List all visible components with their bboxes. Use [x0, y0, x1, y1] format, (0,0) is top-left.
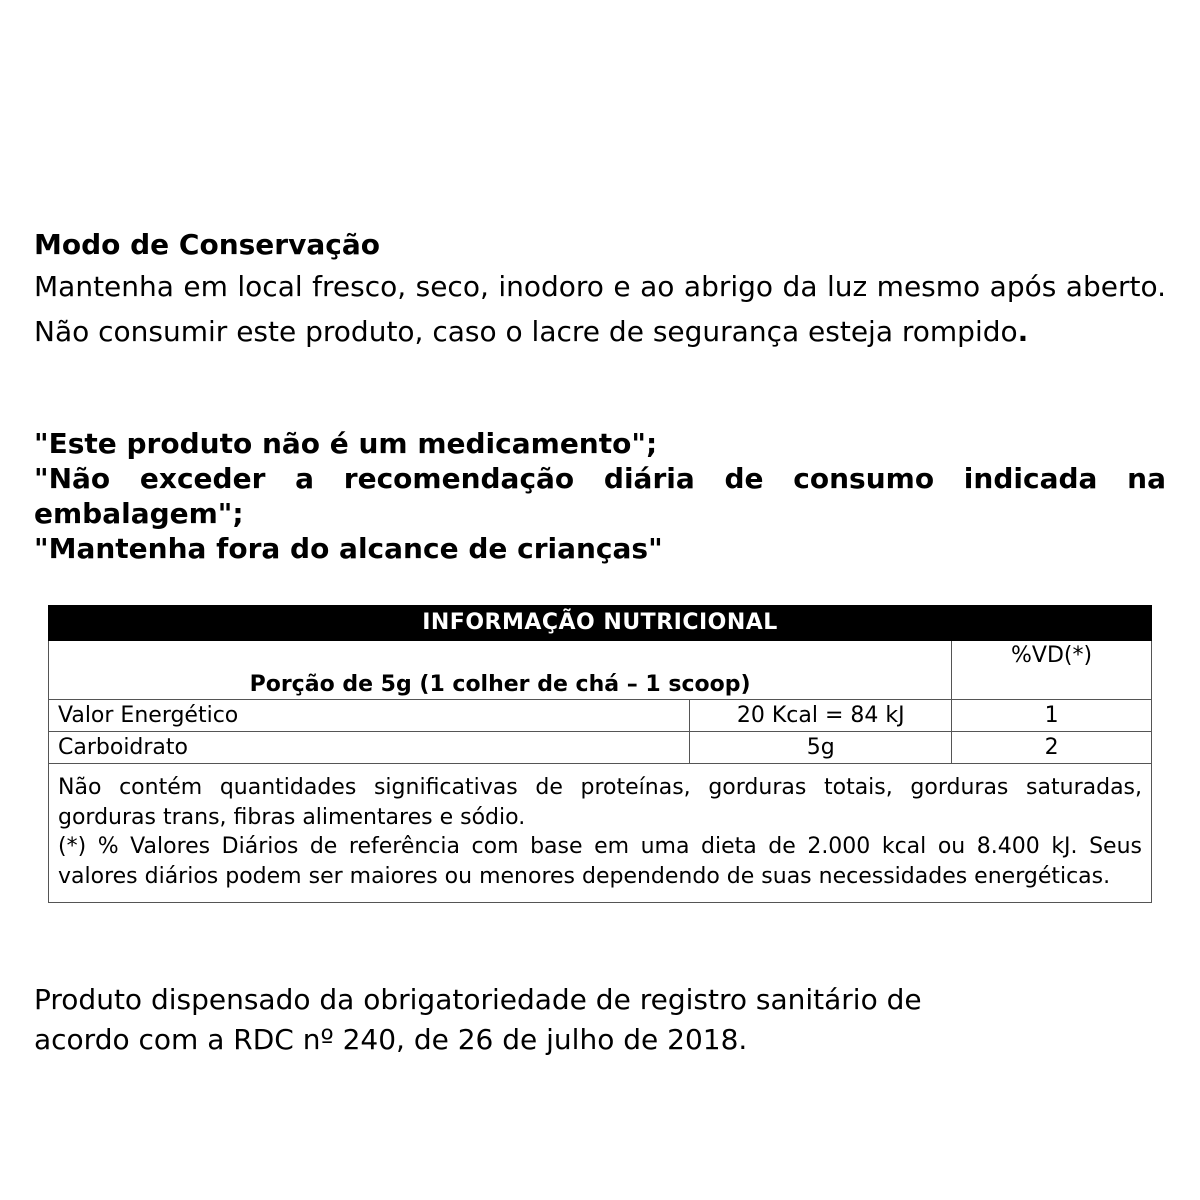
warning-not-medicine: "Este produto não é um medicamento";	[34, 427, 658, 460]
nutrient-quantity: 5g	[690, 732, 952, 764]
note-nutrients: Não contém quantidades significativas de proteínas, gorduras totais, gorduras saturadas, gorduras trans, fibras alimentares e sódio.	[58, 775, 1142, 830]
nutrition-notes	[49, 764, 1152, 903]
warning-dosage: "Não exceder a recomendação diária de consumo indicada na embalagem";	[34, 462, 1166, 530]
note-vd: (*) % Valores Diários de referência com base em uma dieta de 2.000 kcal ou 8.400 kJ. Seus valores diários podem ser maiores ou menores dependendo de suas necessidades energéticas.	[58, 834, 1142, 889]
vd-header-cell	[952, 641, 1152, 700]
vd-header-label: %VD(*)	[1011, 643, 1093, 668]
nutrition-facts	[48, 605, 1152, 903]
portion-cell	[49, 641, 952, 700]
portion-label: Porção de 5g (1 colher de chá – 1 scoop)	[249, 672, 751, 697]
table-row	[49, 732, 1152, 764]
conservation-text-body: Mantenha em local fresco, seco, inodoro e ao abrigo da luz mesmo após aberto. Não consumir este produto, caso o lacre de segurança esteja rompido	[34, 270, 1166, 348]
nutrient-name: Carboidrato	[49, 732, 690, 764]
nutrient-quantity: 20 Kcal = 84 kJ	[690, 700, 952, 732]
conservation-title: Modo de Conservação	[34, 228, 380, 261]
registration-line-2: acordo com a RDC nº 240, de 26 de julho de 2018.	[34, 1023, 748, 1056]
conservation-section	[34, 226, 1166, 354]
table-row	[49, 700, 1152, 732]
nutrition-title: INFORMAÇÃO NUTRICIONAL	[49, 606, 1152, 641]
nutrition-table	[48, 605, 1152, 903]
registration-section	[34, 980, 1166, 1060]
nutrient-vd: 1	[952, 700, 1152, 732]
nutrient-vd: 2	[952, 732, 1152, 764]
conservation-text	[34, 264, 1166, 354]
conservation-text-end: .	[1017, 315, 1029, 348]
warnings-section	[34, 426, 1166, 566]
nutrient-name: Valor Energético	[49, 700, 690, 732]
warning-children: "Mantenha fora do alcance de crianças"	[34, 532, 663, 565]
registration-line-1: Produto dispensado da obrigatoriedade de registro sanitário de	[34, 983, 922, 1016]
